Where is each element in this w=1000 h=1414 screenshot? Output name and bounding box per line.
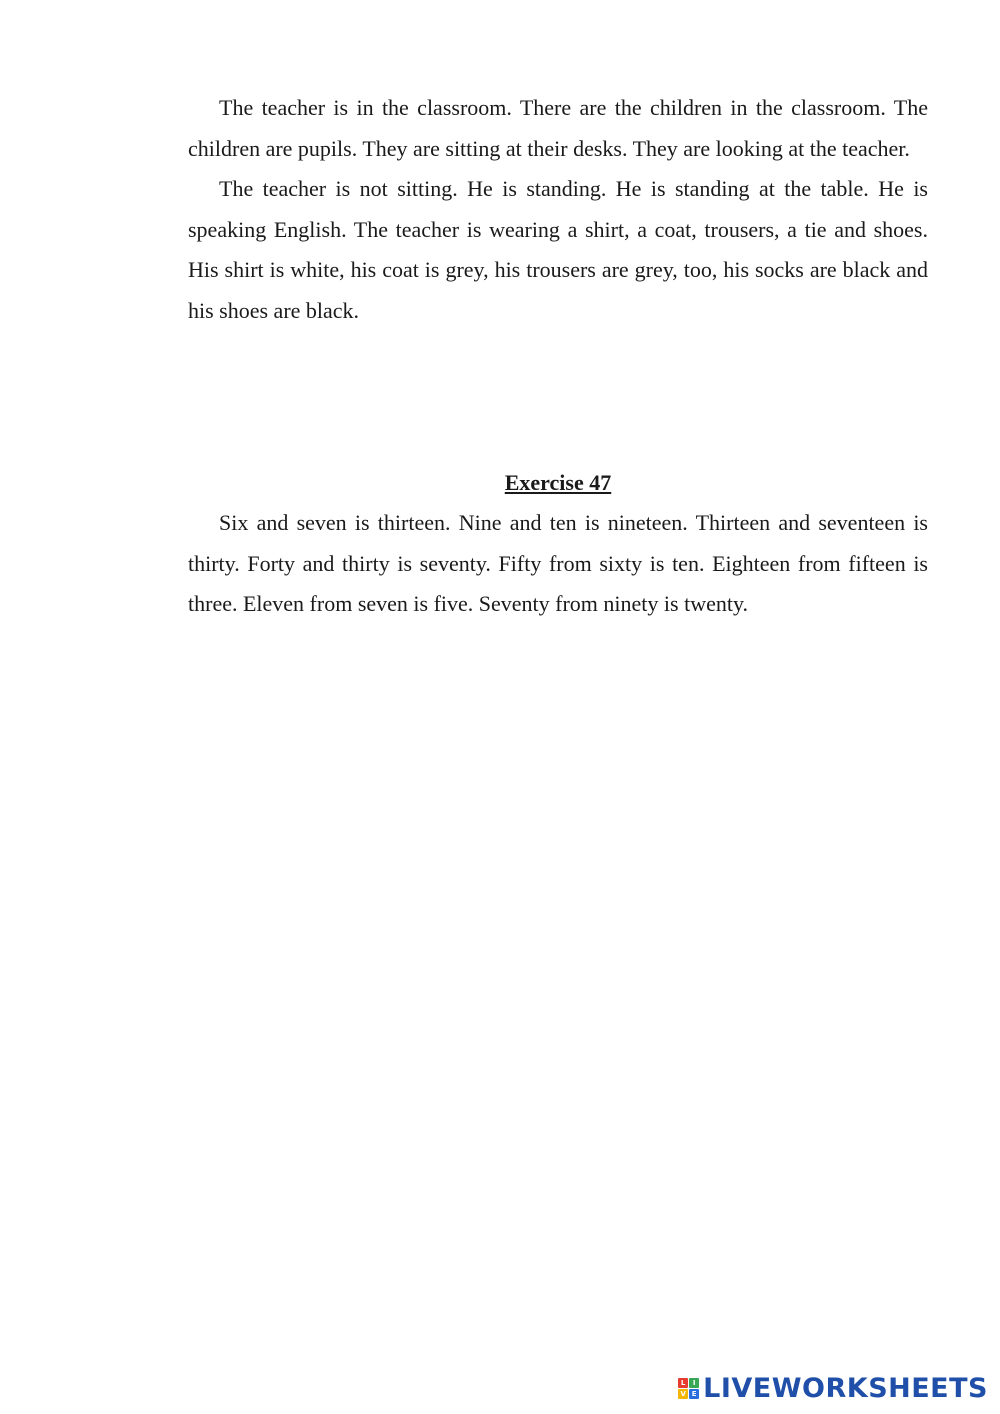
logo-letter-v: V <box>678 1389 688 1399</box>
logo-letter-i: I <box>689 1378 699 1388</box>
section-spacer <box>188 331 928 463</box>
logo-letter-e: E <box>689 1389 699 1399</box>
logo-letter-l: L <box>678 1378 688 1388</box>
exercise-text: Six and seven is thirteen. Nine and ten is nineteen. Thirteen and seventeen is thirty. Forty and thirty is seventy. Fifty from sixty is ten. Eighteen from fifteen is three. Eleven from seven is five. Seventy from ninety is twenty. <box>188 510 928 616</box>
brand-name: LIVEWORKSHEETS <box>703 1373 988 1404</box>
document-body <box>188 88 928 625</box>
liveworksheets-logo-icon <box>678 1378 699 1399</box>
liveworksheets-brand <box>678 1373 988 1404</box>
exercise-title: Exercise 47 <box>504 470 612 495</box>
paragraph-classroom: The teacher is in the classroom. There are the children in the classroom. The children are pupils. They are sitting at their desks. They are looking at the teacher. <box>188 95 928 161</box>
paragraph-teacher: The teacher is not sitting. He is standing. He is standing at the table. He is speaking English. The teacher is wearing a shirt, a coat, trousers, a tie and shoes. His shirt is white, his coat is grey, his trousers are grey, too, his socks are black and his shoes are black. <box>188 176 928 323</box>
